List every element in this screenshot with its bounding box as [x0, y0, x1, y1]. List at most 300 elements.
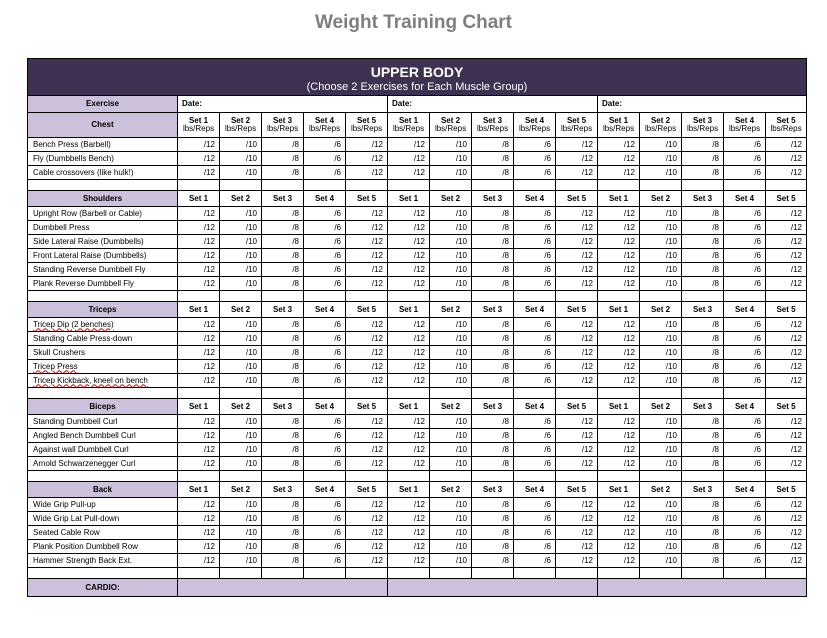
cardio-entry-1[interactable]	[178, 579, 388, 597]
rep-entry-cell[interactable]: /10	[640, 498, 682, 512]
rep-entry-cell[interactable]: /10	[220, 526, 262, 540]
rep-entry-cell[interactable]: /12	[178, 152, 220, 166]
rep-entry-cell[interactable]: /10	[220, 277, 262, 291]
rep-entry-cell[interactable]: /6	[724, 443, 766, 457]
rep-entry-cell[interactable]: /12	[346, 318, 388, 332]
rep-entry-cell[interactable]: /6	[514, 415, 556, 429]
rep-entry-cell[interactable]: /8	[472, 554, 514, 568]
rep-entry-cell[interactable]: /8	[682, 346, 724, 360]
rep-entry-cell[interactable]: /10	[220, 166, 262, 180]
rep-entry-cell[interactable]: /12	[766, 346, 807, 360]
rep-entry-cell[interactable]: /10	[430, 443, 472, 457]
rep-entry-cell[interactable]: /6	[304, 457, 346, 471]
rep-entry-cell[interactable]: /12	[346, 498, 388, 512]
rep-entry-cell[interactable]: /8	[262, 249, 304, 263]
rep-entry-cell[interactable]: /12	[556, 221, 598, 235]
rep-entry-cell[interactable]: /6	[304, 318, 346, 332]
rep-entry-cell[interactable]: /12	[556, 443, 598, 457]
rep-entry-cell[interactable]: /8	[682, 374, 724, 388]
rep-entry-cell[interactable]: /12	[178, 554, 220, 568]
rep-entry-cell[interactable]: /12	[556, 429, 598, 443]
rep-entry-cell[interactable]: /10	[220, 374, 262, 388]
rep-entry-cell[interactable]: /12	[388, 512, 430, 526]
rep-entry-cell[interactable]: /12	[388, 429, 430, 443]
rep-entry-cell[interactable]: /10	[640, 207, 682, 221]
rep-entry-cell[interactable]: /12	[766, 318, 807, 332]
rep-entry-cell[interactable]: /10	[640, 166, 682, 180]
rep-entry-cell[interactable]: /12	[598, 346, 640, 360]
rep-entry-cell[interactable]: /8	[262, 138, 304, 152]
rep-entry-cell[interactable]: /12	[178, 235, 220, 249]
rep-entry-cell[interactable]: /6	[514, 554, 556, 568]
rep-entry-cell[interactable]: /12	[556, 318, 598, 332]
rep-entry-cell[interactable]: /12	[388, 138, 430, 152]
rep-entry-cell[interactable]: /12	[388, 498, 430, 512]
rep-entry-cell[interactable]: /12	[388, 554, 430, 568]
rep-entry-cell[interactable]: /12	[388, 318, 430, 332]
rep-entry-cell[interactable]: /10	[430, 346, 472, 360]
rep-entry-cell[interactable]: /12	[346, 138, 388, 152]
rep-entry-cell[interactable]: /12	[178, 138, 220, 152]
rep-entry-cell[interactable]: /12	[178, 318, 220, 332]
rep-entry-cell[interactable]: /12	[556, 346, 598, 360]
rep-entry-cell[interactable]: /12	[598, 498, 640, 512]
rep-entry-cell[interactable]: /12	[766, 429, 807, 443]
rep-entry-cell[interactable]: /12	[178, 277, 220, 291]
rep-entry-cell[interactable]: /12	[346, 263, 388, 277]
rep-entry-cell[interactable]: /6	[304, 346, 346, 360]
rep-entry-cell[interactable]: /12	[178, 540, 220, 554]
rep-entry-cell[interactable]: /6	[304, 235, 346, 249]
rep-entry-cell[interactable]: /12	[598, 554, 640, 568]
rep-entry-cell[interactable]: /12	[598, 221, 640, 235]
rep-entry-cell[interactable]: /12	[346, 235, 388, 249]
rep-entry-cell[interactable]: /12	[556, 263, 598, 277]
rep-entry-cell[interactable]: /6	[514, 221, 556, 235]
rep-entry-cell[interactable]: /6	[724, 457, 766, 471]
rep-entry-cell[interactable]: /12	[346, 277, 388, 291]
rep-entry-cell[interactable]: /6	[304, 332, 346, 346]
rep-entry-cell[interactable]: /8	[682, 332, 724, 346]
rep-entry-cell[interactable]: /10	[220, 512, 262, 526]
rep-entry-cell[interactable]: /12	[178, 346, 220, 360]
rep-entry-cell[interactable]: /12	[388, 249, 430, 263]
rep-entry-cell[interactable]: /12	[346, 152, 388, 166]
rep-entry-cell[interactable]: /10	[220, 138, 262, 152]
rep-entry-cell[interactable]: /10	[220, 221, 262, 235]
rep-entry-cell[interactable]: /8	[682, 221, 724, 235]
rep-entry-cell[interactable]: /12	[388, 263, 430, 277]
rep-entry-cell[interactable]: /8	[682, 498, 724, 512]
rep-entry-cell[interactable]: /6	[304, 263, 346, 277]
rep-entry-cell[interactable]: /12	[178, 429, 220, 443]
rep-entry-cell[interactable]: /6	[304, 512, 346, 526]
rep-entry-cell[interactable]: /12	[388, 360, 430, 374]
rep-entry-cell[interactable]: /12	[346, 360, 388, 374]
rep-entry-cell[interactable]: /10	[640, 554, 682, 568]
rep-entry-cell[interactable]: /12	[178, 207, 220, 221]
rep-entry-cell[interactable]: /10	[640, 277, 682, 291]
rep-entry-cell[interactable]: /10	[430, 332, 472, 346]
rep-entry-cell[interactable]: /12	[556, 374, 598, 388]
rep-entry-cell[interactable]: /8	[262, 166, 304, 180]
rep-entry-cell[interactable]: /10	[220, 554, 262, 568]
cardio-entry-3[interactable]	[598, 579, 807, 597]
rep-entry-cell[interactable]: /8	[682, 457, 724, 471]
rep-entry-cell[interactable]: /12	[556, 235, 598, 249]
rep-entry-cell[interactable]: /12	[556, 526, 598, 540]
rep-entry-cell[interactable]: /10	[220, 360, 262, 374]
rep-entry-cell[interactable]: /6	[514, 457, 556, 471]
rep-entry-cell[interactable]: /12	[346, 512, 388, 526]
rep-entry-cell[interactable]: /12	[346, 526, 388, 540]
rep-entry-cell[interactable]: /8	[262, 277, 304, 291]
rep-entry-cell[interactable]: /8	[262, 152, 304, 166]
rep-entry-cell[interactable]: /6	[514, 138, 556, 152]
rep-entry-cell[interactable]: /8	[262, 415, 304, 429]
rep-entry-cell[interactable]: /8	[682, 235, 724, 249]
rep-entry-cell[interactable]: /12	[346, 249, 388, 263]
rep-entry-cell[interactable]: /8	[262, 374, 304, 388]
rep-entry-cell[interactable]: /8	[682, 318, 724, 332]
rep-entry-cell[interactable]: /12	[766, 540, 807, 554]
rep-entry-cell[interactable]: /6	[724, 249, 766, 263]
rep-entry-cell[interactable]: /12	[766, 374, 807, 388]
rep-entry-cell[interactable]: /6	[724, 277, 766, 291]
date-field-3[interactable]: Date:	[598, 96, 807, 113]
rep-entry-cell[interactable]: /6	[304, 540, 346, 554]
rep-entry-cell[interactable]: /12	[598, 277, 640, 291]
rep-entry-cell[interactable]: /8	[472, 221, 514, 235]
rep-entry-cell[interactable]: /12	[556, 249, 598, 263]
rep-entry-cell[interactable]: /6	[724, 498, 766, 512]
rep-entry-cell[interactable]: /8	[682, 554, 724, 568]
rep-entry-cell[interactable]: /8	[682, 138, 724, 152]
rep-entry-cell[interactable]: /6	[304, 249, 346, 263]
rep-entry-cell[interactable]: /12	[556, 457, 598, 471]
rep-entry-cell[interactable]: /6	[724, 346, 766, 360]
rep-entry-cell[interactable]: /6	[724, 138, 766, 152]
rep-entry-cell[interactable]: /12	[388, 443, 430, 457]
rep-entry-cell[interactable]: /12	[178, 457, 220, 471]
rep-entry-cell[interactable]: /12	[346, 221, 388, 235]
rep-entry-cell[interactable]: /6	[514, 346, 556, 360]
rep-entry-cell[interactable]: /12	[556, 207, 598, 221]
rep-entry-cell[interactable]: /8	[682, 429, 724, 443]
rep-entry-cell[interactable]: /12	[766, 332, 807, 346]
rep-entry-cell[interactable]: /6	[514, 540, 556, 554]
rep-entry-cell[interactable]: /6	[304, 138, 346, 152]
rep-entry-cell[interactable]: /6	[514, 235, 556, 249]
rep-entry-cell[interactable]: /10	[220, 152, 262, 166]
rep-entry-cell[interactable]: /12	[598, 207, 640, 221]
rep-entry-cell[interactable]: /8	[262, 429, 304, 443]
rep-entry-cell[interactable]: /10	[220, 318, 262, 332]
date-field-1[interactable]: Date:	[178, 96, 388, 113]
rep-entry-cell[interactable]: /6	[724, 360, 766, 374]
rep-entry-cell[interactable]: /10	[430, 415, 472, 429]
rep-entry-cell[interactable]: /8	[262, 526, 304, 540]
rep-entry-cell[interactable]: /10	[220, 415, 262, 429]
rep-entry-cell[interactable]: /8	[682, 249, 724, 263]
rep-entry-cell[interactable]: /10	[430, 457, 472, 471]
rep-entry-cell[interactable]: /10	[640, 429, 682, 443]
rep-entry-cell[interactable]: /12	[346, 554, 388, 568]
rep-entry-cell[interactable]: /8	[682, 263, 724, 277]
rep-entry-cell[interactable]: /10	[430, 166, 472, 180]
rep-entry-cell[interactable]: /6	[304, 554, 346, 568]
rep-entry-cell[interactable]: /12	[178, 221, 220, 235]
rep-entry-cell[interactable]: /8	[262, 221, 304, 235]
rep-entry-cell[interactable]: /8	[262, 512, 304, 526]
rep-entry-cell[interactable]: /8	[262, 318, 304, 332]
rep-entry-cell[interactable]: /8	[262, 498, 304, 512]
rep-entry-cell[interactable]: /6	[304, 207, 346, 221]
rep-entry-cell[interactable]: /12	[766, 526, 807, 540]
rep-entry-cell[interactable]: /12	[346, 166, 388, 180]
rep-entry-cell[interactable]: /12	[766, 498, 807, 512]
rep-entry-cell[interactable]: /12	[388, 415, 430, 429]
rep-entry-cell[interactable]: /12	[178, 374, 220, 388]
rep-entry-cell[interactable]: /12	[178, 263, 220, 277]
rep-entry-cell[interactable]: /10	[220, 443, 262, 457]
rep-entry-cell[interactable]: /12	[178, 166, 220, 180]
rep-entry-cell[interactable]: /12	[766, 263, 807, 277]
rep-entry-cell[interactable]: /12	[178, 512, 220, 526]
rep-entry-cell[interactable]: /12	[598, 166, 640, 180]
rep-entry-cell[interactable]: /10	[430, 374, 472, 388]
rep-entry-cell[interactable]: /10	[430, 540, 472, 554]
rep-entry-cell[interactable]: /8	[682, 540, 724, 554]
rep-entry-cell[interactable]: /10	[640, 263, 682, 277]
rep-entry-cell[interactable]: /8	[472, 429, 514, 443]
rep-entry-cell[interactable]: /12	[766, 138, 807, 152]
rep-entry-cell[interactable]: /12	[598, 540, 640, 554]
rep-entry-cell[interactable]: /8	[472, 152, 514, 166]
rep-entry-cell[interactable]: /12	[388, 540, 430, 554]
rep-entry-cell[interactable]: /12	[766, 235, 807, 249]
rep-entry-cell[interactable]: /8	[472, 443, 514, 457]
rep-entry-cell[interactable]: /8	[472, 540, 514, 554]
rep-entry-cell[interactable]: /6	[514, 512, 556, 526]
rep-entry-cell[interactable]: /12	[556, 554, 598, 568]
rep-entry-cell[interactable]: /8	[262, 540, 304, 554]
rep-entry-cell[interactable]: /10	[640, 138, 682, 152]
rep-entry-cell[interactable]: /8	[472, 498, 514, 512]
rep-entry-cell[interactable]: /8	[262, 554, 304, 568]
rep-entry-cell[interactable]: /8	[262, 360, 304, 374]
rep-entry-cell[interactable]: /8	[682, 526, 724, 540]
rep-entry-cell[interactable]: /10	[220, 207, 262, 221]
rep-entry-cell[interactable]: /12	[556, 277, 598, 291]
rep-entry-cell[interactable]: /12	[346, 457, 388, 471]
rep-entry-cell[interactable]: /10	[430, 429, 472, 443]
rep-entry-cell[interactable]: /12	[598, 415, 640, 429]
rep-entry-cell[interactable]: /12	[766, 221, 807, 235]
rep-entry-cell[interactable]: /10	[430, 498, 472, 512]
rep-entry-cell[interactable]: /12	[598, 429, 640, 443]
rep-entry-cell[interactable]: /10	[430, 277, 472, 291]
rep-entry-cell[interactable]: /12	[388, 152, 430, 166]
rep-entry-cell[interactable]: /6	[304, 498, 346, 512]
rep-entry-cell[interactable]: /6	[514, 332, 556, 346]
rep-entry-cell[interactable]: /12	[766, 554, 807, 568]
rep-entry-cell[interactable]: /10	[640, 318, 682, 332]
rep-entry-cell[interactable]: /12	[556, 332, 598, 346]
rep-entry-cell[interactable]: /6	[724, 207, 766, 221]
rep-entry-cell[interactable]: /8	[262, 346, 304, 360]
rep-entry-cell[interactable]: /12	[598, 235, 640, 249]
rep-entry-cell[interactable]: /10	[430, 554, 472, 568]
rep-entry-cell[interactable]: /8	[262, 263, 304, 277]
rep-entry-cell[interactable]: /12	[766, 457, 807, 471]
rep-entry-cell[interactable]: /12	[766, 443, 807, 457]
cardio-entry-2[interactable]	[388, 579, 598, 597]
rep-entry-cell[interactable]: /8	[682, 443, 724, 457]
rep-entry-cell[interactable]: /12	[598, 318, 640, 332]
rep-entry-cell[interactable]: /12	[556, 138, 598, 152]
rep-entry-cell[interactable]: /12	[598, 526, 640, 540]
rep-entry-cell[interactable]: /6	[514, 249, 556, 263]
rep-entry-cell[interactable]: /12	[388, 374, 430, 388]
rep-entry-cell[interactable]: /12	[766, 166, 807, 180]
rep-entry-cell[interactable]: /12	[598, 443, 640, 457]
rep-entry-cell[interactable]: /12	[766, 360, 807, 374]
rep-entry-cell[interactable]: /12	[388, 207, 430, 221]
rep-entry-cell[interactable]: /8	[682, 512, 724, 526]
rep-entry-cell[interactable]: /12	[556, 415, 598, 429]
rep-entry-cell[interactable]: /6	[304, 166, 346, 180]
rep-entry-cell[interactable]: /10	[640, 443, 682, 457]
rep-entry-cell[interactable]: /12	[346, 332, 388, 346]
rep-entry-cell[interactable]: /6	[514, 526, 556, 540]
rep-entry-cell[interactable]: /8	[682, 415, 724, 429]
rep-entry-cell[interactable]: /12	[346, 346, 388, 360]
rep-entry-cell[interactable]: /10	[430, 526, 472, 540]
rep-entry-cell[interactable]: /12	[388, 526, 430, 540]
rep-entry-cell[interactable]: /10	[640, 374, 682, 388]
rep-entry-cell[interactable]: /12	[346, 374, 388, 388]
rep-entry-cell[interactable]: /10	[220, 498, 262, 512]
rep-entry-cell[interactable]: /8	[262, 235, 304, 249]
rep-entry-cell[interactable]: /8	[472, 457, 514, 471]
rep-entry-cell[interactable]: /10	[640, 221, 682, 235]
rep-entry-cell[interactable]: /10	[640, 415, 682, 429]
rep-entry-cell[interactable]: /12	[346, 415, 388, 429]
rep-entry-cell[interactable]: /10	[640, 235, 682, 249]
rep-entry-cell[interactable]: /12	[178, 332, 220, 346]
rep-entry-cell[interactable]: /8	[472, 346, 514, 360]
rep-entry-cell[interactable]: /12	[766, 152, 807, 166]
rep-entry-cell[interactable]: /12	[556, 512, 598, 526]
rep-entry-cell[interactable]: /6	[514, 360, 556, 374]
rep-entry-cell[interactable]: /12	[598, 512, 640, 526]
rep-entry-cell[interactable]: /10	[430, 152, 472, 166]
rep-entry-cell[interactable]: /12	[598, 457, 640, 471]
rep-entry-cell[interactable]: /12	[388, 332, 430, 346]
rep-entry-cell[interactable]: /12	[598, 249, 640, 263]
rep-entry-cell[interactable]: /6	[514, 166, 556, 180]
rep-entry-cell[interactable]: /12	[766, 249, 807, 263]
rep-entry-cell[interactable]: /6	[514, 277, 556, 291]
rep-entry-cell[interactable]: /6	[304, 526, 346, 540]
rep-entry-cell[interactable]: /6	[304, 221, 346, 235]
rep-entry-cell[interactable]: /10	[640, 526, 682, 540]
rep-entry-cell[interactable]: /6	[724, 221, 766, 235]
rep-entry-cell[interactable]: /12	[766, 512, 807, 526]
rep-entry-cell[interactable]: /8	[472, 207, 514, 221]
rep-entry-cell[interactable]: /12	[766, 415, 807, 429]
rep-entry-cell[interactable]: /8	[682, 166, 724, 180]
rep-entry-cell[interactable]: /10	[430, 318, 472, 332]
rep-entry-cell[interactable]: /8	[472, 374, 514, 388]
rep-entry-cell[interactable]: /8	[262, 443, 304, 457]
rep-entry-cell[interactable]: /12	[556, 152, 598, 166]
rep-entry-cell[interactable]: /6	[514, 152, 556, 166]
rep-entry-cell[interactable]: /8	[682, 277, 724, 291]
rep-entry-cell[interactable]: /6	[514, 263, 556, 277]
rep-entry-cell[interactable]: /8	[472, 166, 514, 180]
rep-entry-cell[interactable]: /8	[262, 207, 304, 221]
rep-entry-cell[interactable]: /12	[346, 443, 388, 457]
rep-entry-cell[interactable]: /10	[640, 457, 682, 471]
rep-entry-cell[interactable]: /8	[472, 332, 514, 346]
rep-entry-cell[interactable]: /10	[640, 360, 682, 374]
rep-entry-cell[interactable]: /12	[178, 249, 220, 263]
rep-entry-cell[interactable]: /12	[388, 166, 430, 180]
rep-entry-cell[interactable]: /12	[556, 498, 598, 512]
rep-entry-cell[interactable]: /12	[766, 207, 807, 221]
rep-entry-cell[interactable]: /6	[514, 429, 556, 443]
rep-entry-cell[interactable]: /6	[514, 443, 556, 457]
rep-entry-cell[interactable]: /8	[472, 360, 514, 374]
rep-entry-cell[interactable]: /6	[514, 498, 556, 512]
rep-entry-cell[interactable]: /10	[430, 207, 472, 221]
rep-entry-cell[interactable]: /6	[724, 235, 766, 249]
rep-entry-cell[interactable]: /6	[304, 152, 346, 166]
rep-entry-cell[interactable]: /8	[682, 207, 724, 221]
rep-entry-cell[interactable]: /12	[388, 235, 430, 249]
rep-entry-cell[interactable]: /6	[724, 512, 766, 526]
rep-entry-cell[interactable]: /6	[304, 443, 346, 457]
rep-entry-cell[interactable]: /8	[472, 138, 514, 152]
rep-entry-cell[interactable]: /12	[388, 221, 430, 235]
rep-entry-cell[interactable]: /6	[724, 152, 766, 166]
rep-entry-cell[interactable]: /8	[682, 152, 724, 166]
rep-entry-cell[interactable]: /6	[724, 415, 766, 429]
rep-entry-cell[interactable]: /8	[472, 277, 514, 291]
rep-entry-cell[interactable]: /12	[766, 277, 807, 291]
rep-entry-cell[interactable]: /6	[514, 374, 556, 388]
rep-entry-cell[interactable]: /6	[514, 207, 556, 221]
rep-entry-cell[interactable]: /10	[220, 235, 262, 249]
rep-entry-cell[interactable]: /12	[178, 360, 220, 374]
rep-entry-cell[interactable]: /10	[430, 138, 472, 152]
rep-entry-cell[interactable]: /6	[304, 360, 346, 374]
rep-entry-cell[interactable]: /10	[430, 512, 472, 526]
rep-entry-cell[interactable]: /12	[178, 498, 220, 512]
rep-entry-cell[interactable]: /6	[724, 374, 766, 388]
rep-entry-cell[interactable]: /10	[430, 221, 472, 235]
rep-entry-cell[interactable]: /12	[598, 374, 640, 388]
rep-entry-cell[interactable]: /10	[220, 332, 262, 346]
rep-entry-cell[interactable]: /8	[682, 360, 724, 374]
rep-entry-cell[interactable]: /10	[640, 540, 682, 554]
rep-entry-cell[interactable]: /12	[388, 346, 430, 360]
rep-entry-cell[interactable]: /6	[724, 540, 766, 554]
rep-entry-cell[interactable]: /12	[598, 138, 640, 152]
rep-entry-cell[interactable]: /8	[472, 526, 514, 540]
